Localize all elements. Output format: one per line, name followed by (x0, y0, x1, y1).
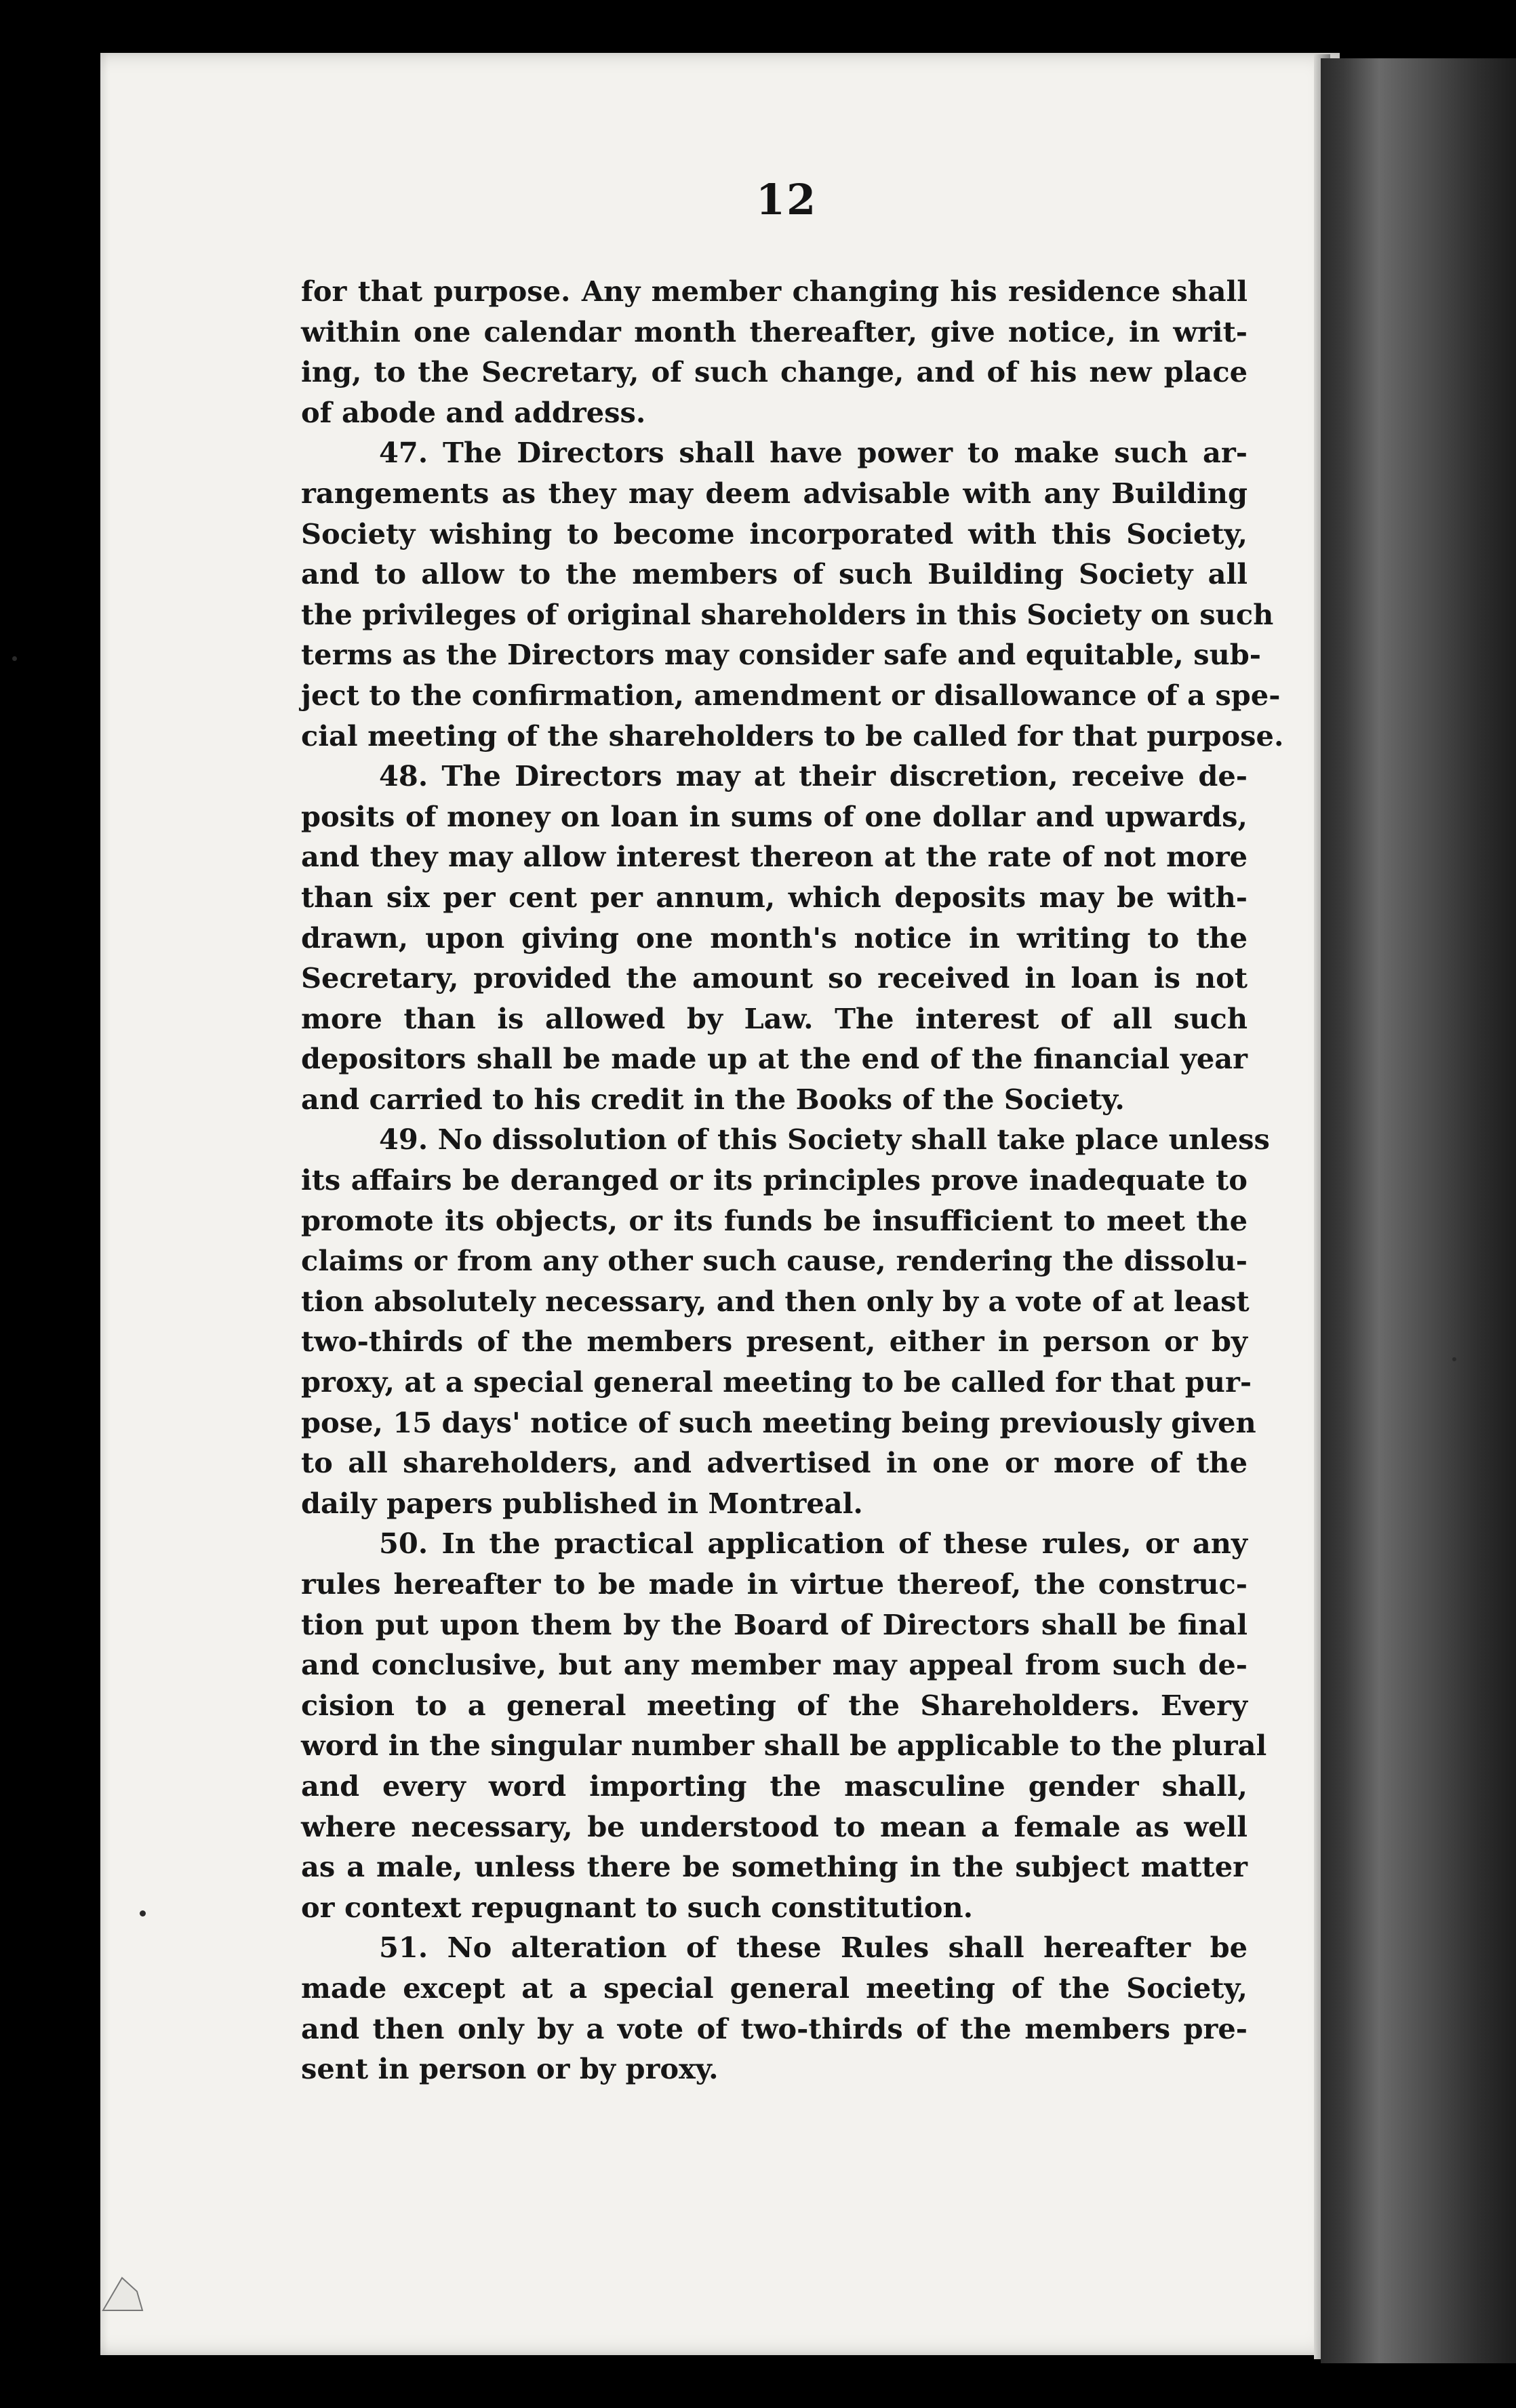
text-line: cision to a general meeting of the Shareholders. Every (301, 1688, 1248, 1722)
text-line: claims or from any other such cause, rendering the dissolu- (301, 1244, 1248, 1278)
paragraph-first-line: 47. The Directors shall have power to make such ar- (379, 436, 1248, 470)
paragraph-first-line: 49. No dissolution of this Society shall take place unless (379, 1123, 1270, 1157)
text-line: more than is allowed by Law. The interest of all such (301, 1001, 1248, 1035)
text-line: sent in person or by proxy. (301, 2052, 719, 2086)
text-line: and conclusive, but any member may appeal from such de- (301, 1648, 1248, 1682)
paragraph-first-line: 51. No alteration of these Rules shall hereafter be (379, 1931, 1248, 1965)
text-line: tion absolutely necessary, and then only by a vote of at least (301, 1284, 1250, 1318)
text-line: tion put upon them by the Board of Directors shall be final (301, 1607, 1248, 1641)
text-line: rules hereafter to be made in virtue thereof, the construc- (301, 1567, 1248, 1601)
text-line: where necessary, be understood to mean a female as well (301, 1809, 1248, 1843)
text-line: rangements as they may deem advisable with any Building (301, 476, 1248, 510)
text-line: two-thirds of the members present, either in person or by (301, 1325, 1248, 1359)
torn-corner-icon (102, 2264, 149, 2312)
text-line: promote its objects, or its funds be insufficient to meet the (301, 1203, 1248, 1237)
text-line: cial meeting of the shareholders to be called for that purpose. (301, 719, 1284, 752)
text-line: and then only by a vote of two-thirds of the members pre- (301, 2011, 1248, 2045)
text-line: its affairs be deranged or its principles prove inadequate to (301, 1163, 1248, 1197)
book-spine (1321, 58, 1516, 2363)
text-line: ing, to the Secretary, of such change, and of his new place (301, 355, 1248, 389)
text-line: or context repugnant to such constitution. (301, 1890, 974, 1924)
text-line: for that purpose. Any member changing his residence shall (301, 275, 1248, 308)
text-line: proxy, at a special general meeting to be called for that pur- (301, 1365, 1252, 1399)
text-line: drawn, upon giving one month's notice in writing to the (301, 921, 1248, 955)
text-line: terms as the Directors may consider safe and equitable, sub- (301, 638, 1261, 672)
text-line: than six per cent per annum, which deposits may be with- (301, 880, 1248, 914)
text-line: depositors shall be made up at the end of the financial year (301, 1042, 1248, 1076)
text-line: as a male, unless there be something in the subject matter (301, 1850, 1248, 1884)
paragraph-first-line: 48. The Directors may at their discretion, receive de- (379, 759, 1248, 793)
text-line: and they may allow interest thereon at the rate of not more (301, 840, 1248, 874)
text-line: and every word importing the masculine gender shall, (301, 1769, 1248, 1803)
text-line: to all shareholders, and advertised in one or more of the (301, 1446, 1248, 1480)
body-text (301, 271, 1284, 2089)
text-line: of abode and address. (301, 395, 646, 429)
text-line: ject to the confirmation, amendment or disallowance of a spe- (301, 678, 1281, 712)
text-line: pose, 15 days' notice of such meeting being previously given (301, 1405, 1256, 1439)
text-line: and carried to his credit in the Books of the Society. (301, 1082, 1125, 1116)
text-line: Society wishing to become incorporated with this Society, (301, 517, 1248, 550)
text-line: word in the singular number shall be applicable to the plural (301, 1729, 1267, 1763)
text-line: posits of money on loan in sums of one dollar and upwards, (301, 799, 1248, 833)
text-line: within one calendar month thereafter, give notice, in writ- (301, 315, 1248, 348)
text-line: daily papers published in Montreal. (301, 1486, 863, 1520)
page-number: 12 (755, 175, 818, 224)
text-line: Secretary, provided the amount so received in loan is not (301, 961, 1248, 995)
paragraph-first-line: 50. In the practical application of these rules, or any (379, 1527, 1248, 1561)
ink-speck (140, 1910, 146, 1917)
text-line: made except at a special general meeting of the Society, (301, 1971, 1248, 2005)
text-line: and to allow to the members of such Building Society all (301, 557, 1248, 591)
ink-speck (12, 656, 17, 661)
text-line: the privileges of original shareholders in this Society on such (301, 597, 1274, 631)
ink-speck (1452, 1357, 1456, 1361)
